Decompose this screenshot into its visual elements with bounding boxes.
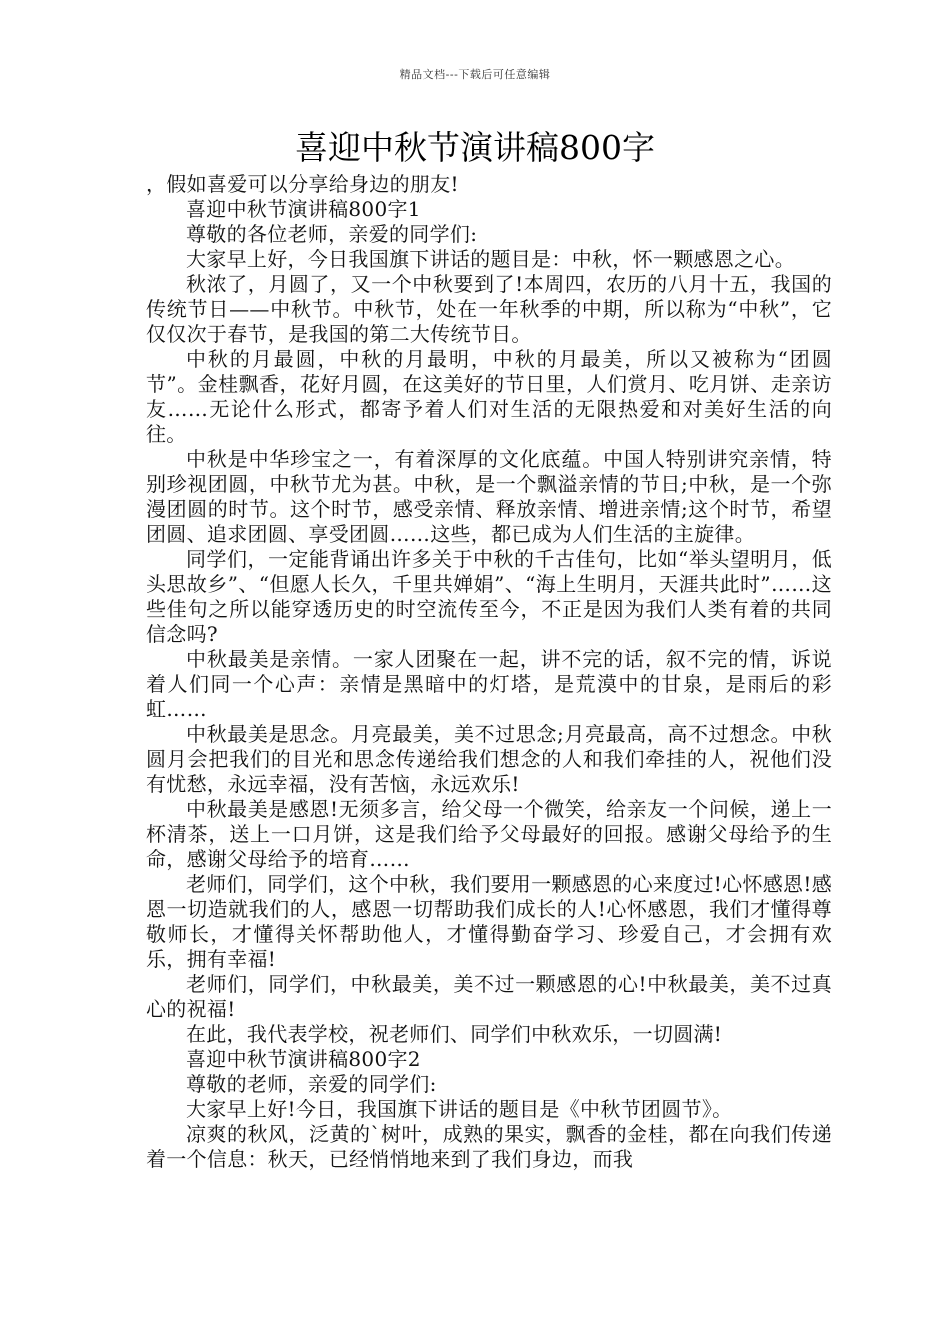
paragraph: 中秋最美是思念。月亮最美，美不过思念;月亮最高，高不过想念。中秋圆月会把我们的目光和思念传递给我们想念的人和我们牵挂的人，祝他们没有忧愁，永远幸福，没有苦恼，永远欢乐! [146, 722, 832, 796]
paragraph: 中秋最美是感恩!无须多言，给父母一个微笑，给亲友一个问候，递上一杯清茶，送上一口月饼，这是我们给予父母最好的回报。感谢父母给予的生命，感谢父母给予的培育…… [146, 797, 832, 871]
paragraph: 凉爽的秋风，泛黄的`树叶，成熟的果实，飘香的金桂，都在向我们传递着一个信息：秋天，已经悄悄地来到了我们身边，而我 [146, 1122, 832, 1171]
section-heading-1: 喜迎中秋节演讲稿800字1 [186, 197, 421, 221]
salutation: 尊敬的老师，亲爱的同学们: [186, 1072, 437, 1096]
paragraph: 大家早上好!今日，我国旗下讲话的题目是《中秋节团圆节》。 [186, 1097, 733, 1121]
paragraph: 中秋是中华珍宝之一，有着深厚的文化底蕴。中国人特别讲究亲情，特别珍视团圆，中秋节尤为甚。中秋，是一个飘溢亲情的节日;中秋，是一个弥漫团圆的时节。这个时节，感受亲情、释放亲情、增进亲情;这个时节，希望团圆、追求团圆、享受团圆……这些，都已成为人们生活的主旋律。 [146, 447, 832, 546]
paragraph: 在此，我代表学校，祝老师们、同学们中秋欢乐，一切圆满! [186, 1022, 723, 1046]
paragraph: 中秋最美是亲情。一家人团聚在一起，讲不完的话，叙不完的情，诉说着人们同一个心声：亲情是黑暗中的灯塔，是荒漠中的甘泉，是雨后的彩虹…… [146, 647, 832, 721]
section-heading-2: 喜迎中秋节演讲稿800字2 [186, 1047, 421, 1071]
document-body [146, 172, 832, 1172]
document-title: 喜迎中秋节演讲稿800字 [295, 128, 655, 167]
paragraph: 同学们，一定能背诵出许多关于中秋的千古佳句，比如“举头望明月，低头思故乡”、“但愿人长久，千里共婵娟”、“海上生明月，天涯共此时”……这些佳句之所以能穿透历史的时空流传至今，不正是因为我们人类有着的共同信念吗? [146, 547, 832, 646]
header-note: 精品文档---下载后可任意编辑 [399, 68, 551, 81]
paragraph: 老师们，同学们，中秋最美，美不过一颗感恩的心!中秋最美，美不过真心的祝福! [146, 972, 832, 1021]
paragraph: 大家早上好，今日我国旗下讲话的题目是：中秋，怀一颗感恩之心。 [186, 247, 795, 271]
salutation: 尊敬的各位老师，亲爱的同学们: [186, 222, 478, 246]
paragraph-intro: ，假如喜爱可以分享给身边的朋友! [146, 172, 459, 196]
paragraph: 老师们，同学们，这个中秋，我们要用一颗感恩的心来度过!心怀感恩!感恩一切造就我们的人，感恩一切帮助我们成长的人!心怀感恩，我们才懂得尊敬师长，才懂得关怀帮助他人，才懂得勤奋学习、珍爱自己，才会拥有欢乐，拥有幸福! [146, 872, 832, 971]
paragraph: 秋浓了，月圆了，又一个中秋要到了!本周四，农历的八月十五，我国的传统节日——中秋节。中秋节，处在一年秋季的中期，所以称为“中秋”，它仅仅次于春节，是我国的第二大传统节日。 [146, 272, 832, 346]
paragraph: 中秋的月最圆，中秋的月最明，中秋的月最美，所以又被称为“团圆节”。金桂飘香，花好月圆，在这美好的节日里，人们赏月、吃月饼、走亲访友……无论什么形式，都寄予着人们对生活的无限热爱和对美好生活的向往。 [146, 347, 832, 446]
